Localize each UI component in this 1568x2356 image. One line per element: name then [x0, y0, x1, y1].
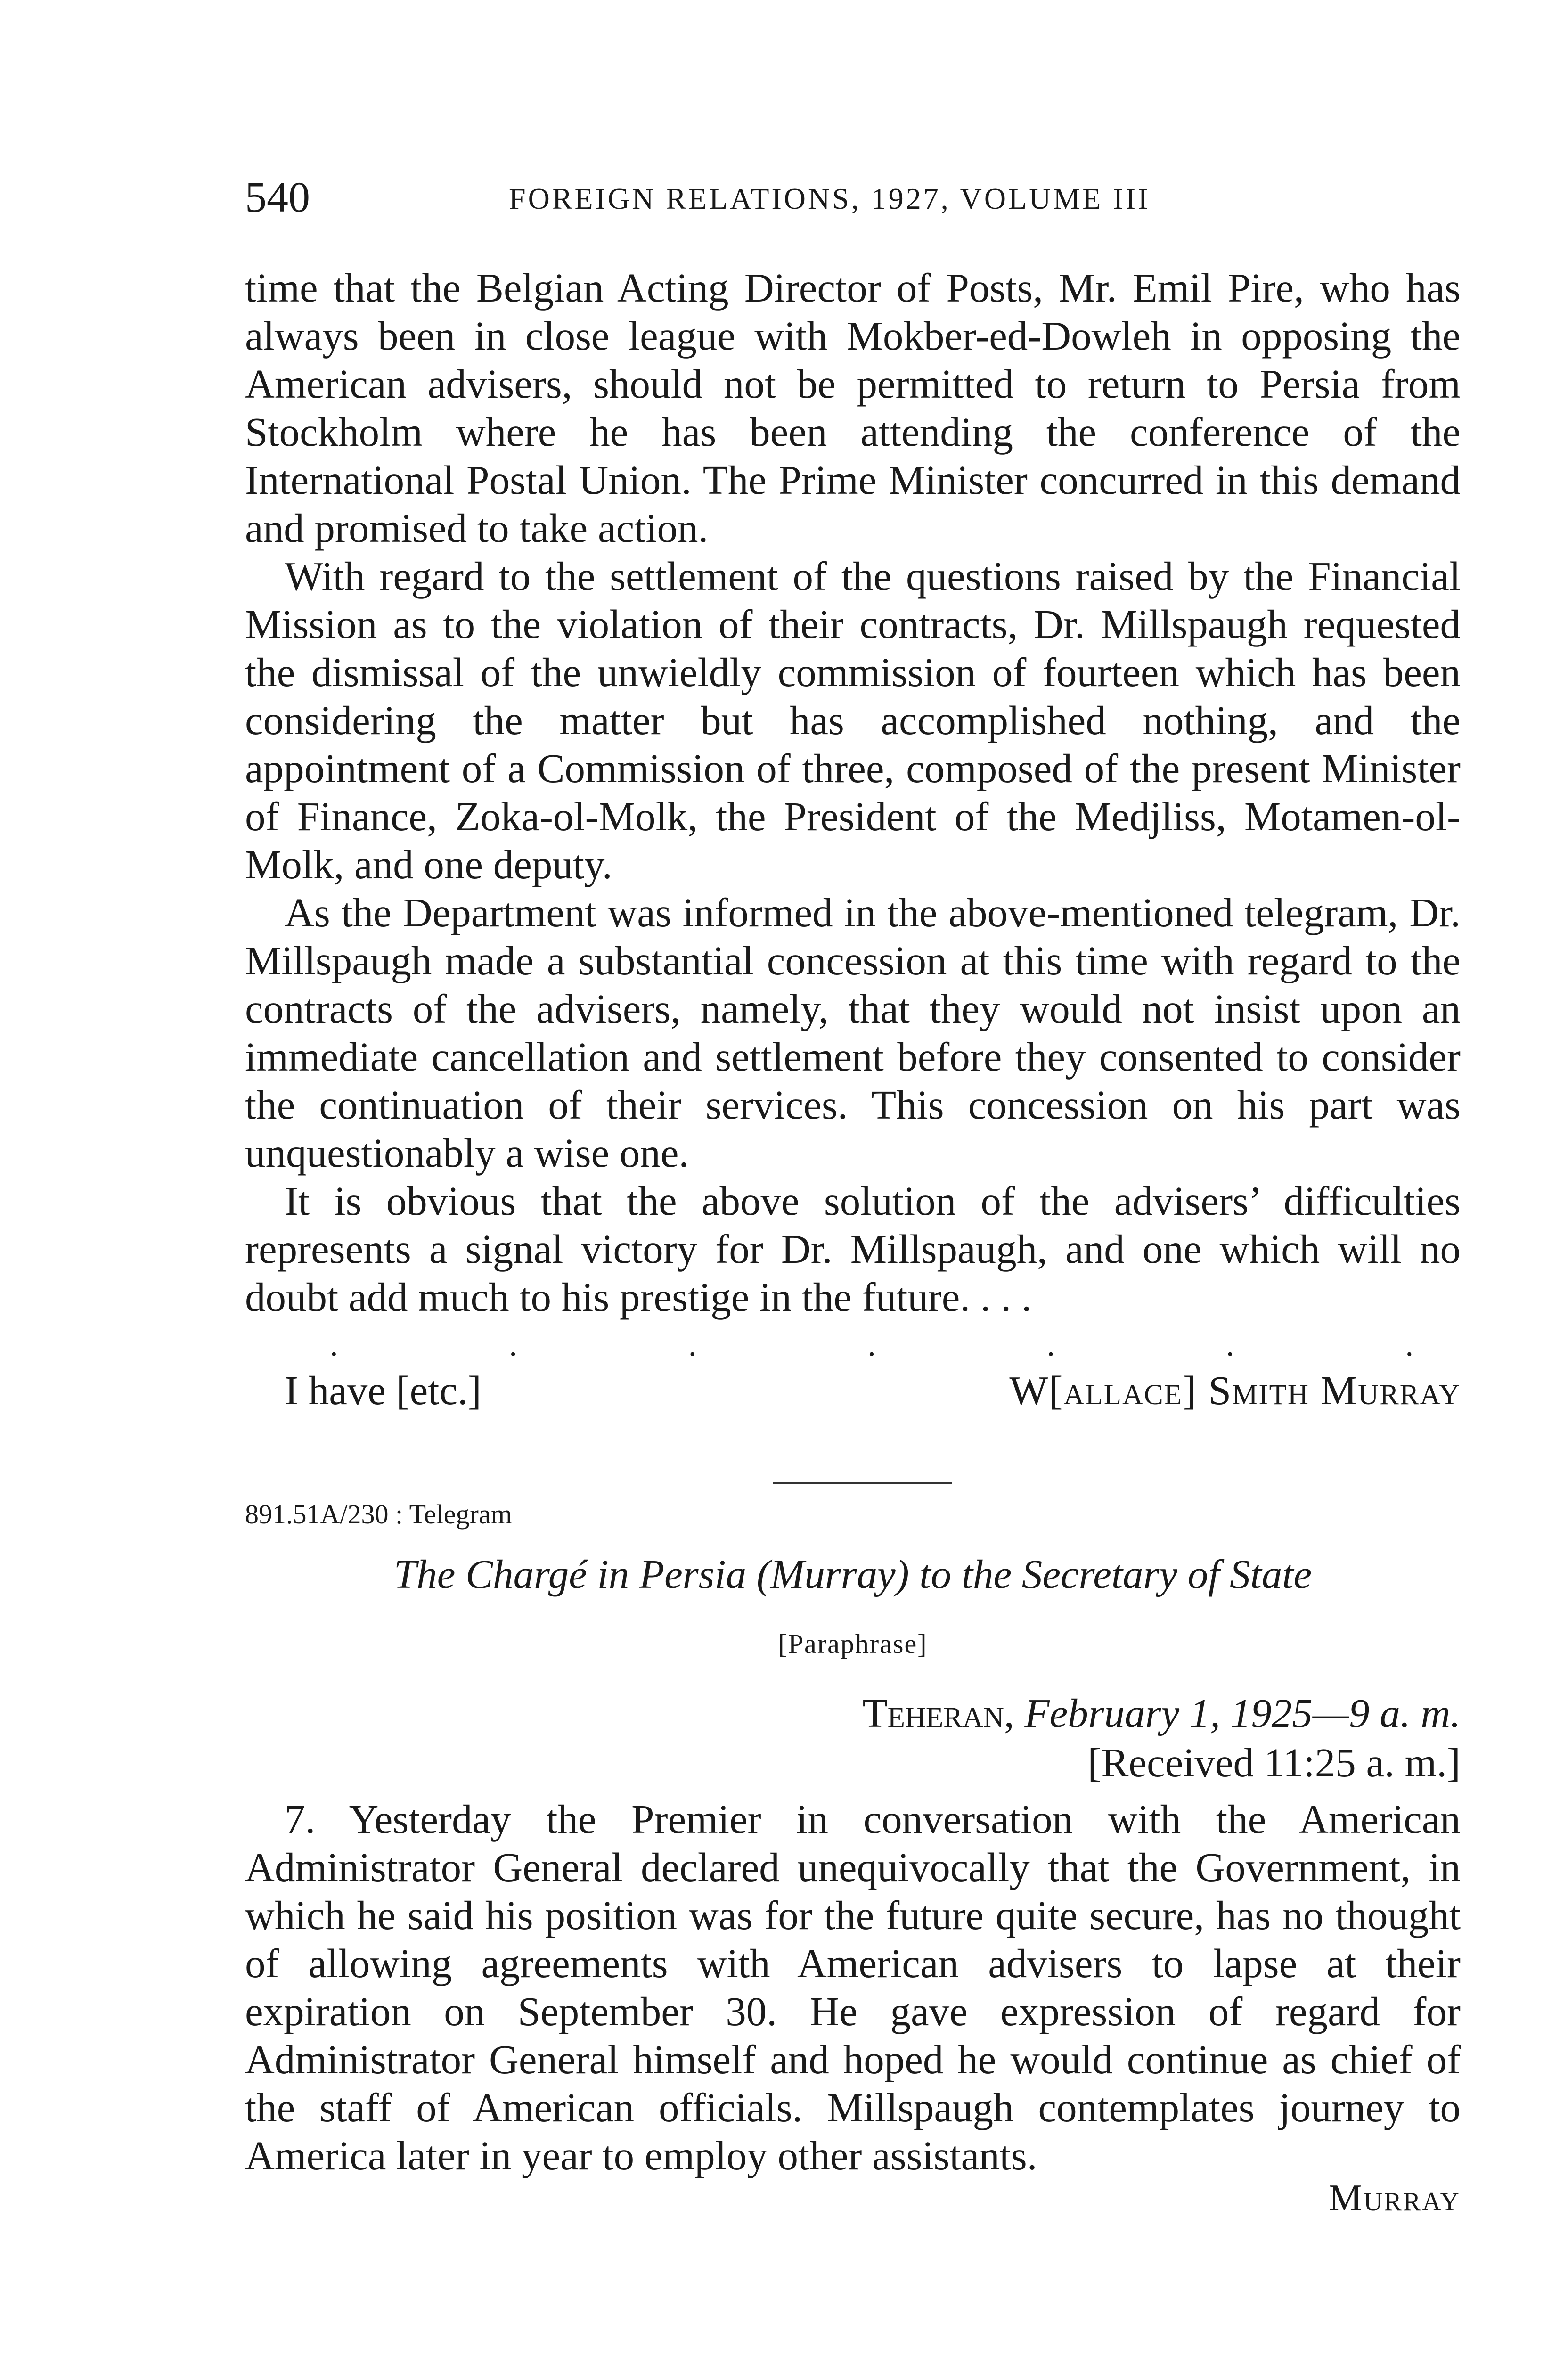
omission-dots	[330, 1326, 1413, 1364]
document-heading: The Chargé in Persia (Murray) to the Secretary of State	[393, 1551, 1312, 1597]
page-number: 540	[245, 173, 310, 221]
omission-dot: .	[1046, 1327, 1055, 1363]
omission-dot: .	[509, 1327, 517, 1363]
dateline-place: Teheran,	[862, 1690, 1014, 1736]
letter-body	[245, 264, 1461, 1321]
signature: W[allace] Smith Murray	[1009, 1367, 1461, 1413]
received-note: [Received 11:25 a. m.]	[1087, 1740, 1461, 1785]
omission-dot: .	[688, 1327, 697, 1363]
paragraph-1: time that the Belgian Acting Director of Posts, Mr. Emil Pire, who has always been in close league with Mokber-ed-Dowleh in opposing the American advisers, should not be permitted to return to Persia from Stockholm where he has been attending the conference of the International Postal Union. The Prime Minister concurred in this demand and promised to take action.	[245, 265, 1461, 551]
paragraph-3: As the Department was informed in the above-mentioned telegram, Dr. Millspaugh made a substantial concession at this time with regard to the contracts of the advisers, namely, that they would not insist upon an immediate cancellation and settlement before they consented to consider the continuation of their services. This concession on his part was unquestionably a wise one.	[245, 890, 1461, 1176]
telegram-body	[245, 1795, 1461, 2180]
dateline	[862, 1689, 1461, 1737]
omission-dot: .	[867, 1327, 876, 1363]
closing-text: I have [etc.]	[285, 1367, 482, 1413]
running-header	[245, 172, 1461, 224]
document-subheading: [Paraphrase]	[778, 1628, 928, 1659]
letter-closing	[245, 1366, 1461, 1418]
telegram-signature: Murray	[1328, 2177, 1461, 2219]
file-reference: 891.51A/230 : Telegram	[245, 1499, 512, 1530]
paragraph-2: With regard to the settlement of the questions raised by the Financial Mission as to the violation of their contracts, Dr. Millspaugh requested the dismissal of the unwieldly commission of fourteen which has been considering the matter but has accomplished nothing, and the appointment of a Commission of three, composed of the present Minister of Finance, Zoka-ol-Molk, the President of the Medjliss, Motamen-ol-Molk, and one deputy.	[245, 553, 1461, 887]
omission-dot: .	[1405, 1327, 1413, 1363]
running-title: FOREIGN RELATIONS, 1927, VOLUME III	[509, 182, 1151, 215]
omission-dot: .	[330, 1327, 338, 1363]
omission-dot: .	[1226, 1327, 1234, 1363]
section-divider	[773, 1482, 952, 1484]
paragraph-4: It is obvious that the above solution of the advisers’ difficulties represents a signal victory for Dr. Millspaugh, and one which will no doubt add much to his prestige in the future. . . .	[245, 1178, 1461, 1320]
telegram-paragraph: 7. Yesterday the Premier in conversation with the American Administrator General declared unequivocally that the Government, in which he said his position was for the future quite secure, has no thought of allowing agreements with American advisers to lapse at their expiration on September 30. He gave expression of regard for Administrator General himself and hoped he would continue as chief of the staff of American officials. Millspaugh contemplates journey to America later in year to employ other assistants.	[245, 1796, 1461, 2178]
dateline-date: February 1, 1925—9 a. m.	[1024, 1690, 1461, 1736]
